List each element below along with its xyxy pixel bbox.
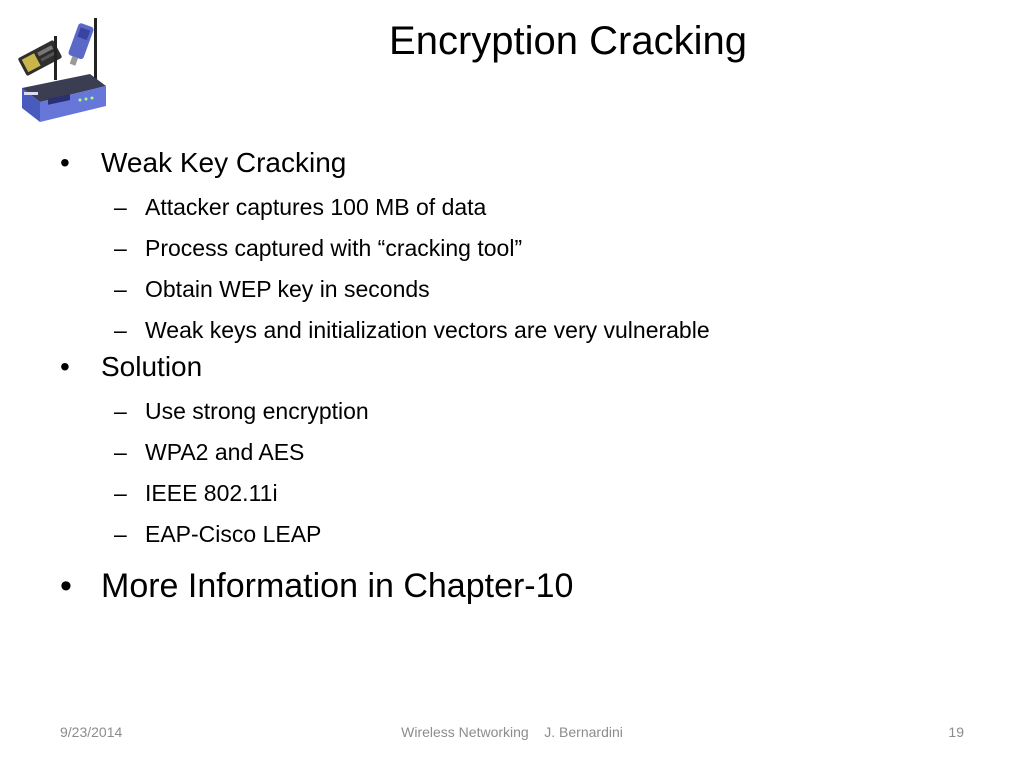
sub-bullet-text: Use strong encryption	[145, 398, 369, 424]
dash-icon: –	[114, 521, 127, 547]
slide-title: Encryption Cracking	[389, 19, 747, 63]
sub-bullet	[56, 316, 976, 344]
sub-bullet	[56, 193, 976, 221]
footer-title-text: Wireless Networking J. Bernardini	[401, 724, 623, 740]
sub-bullet	[56, 520, 976, 548]
dash-icon: –	[114, 235, 127, 261]
bullet-more-information	[56, 566, 976, 606]
bullet-text: Solution	[101, 351, 203, 382]
dash-icon: –	[114, 480, 127, 506]
sub-bullet-text: Weak keys and initialization vectors are very vulnerable	[145, 317, 710, 343]
bullet-solution	[56, 350, 976, 384]
sub-bullet-text: Attacker captures 100 MB of data	[145, 194, 487, 220]
dash-icon: –	[114, 398, 127, 424]
sub-bullet	[56, 479, 976, 507]
footer-title	[0, 723, 1024, 741]
dash-icon: –	[114, 276, 127, 302]
bullet-icon: •	[60, 351, 70, 382]
sub-bullet-text: EAP-Cisco LEAP	[145, 521, 322, 547]
sub-bullet	[56, 397, 976, 425]
sub-list-weak-key	[56, 193, 976, 344]
sub-bullet-text: Process captured with “cracking tool”	[145, 235, 523, 261]
sub-bullet	[56, 234, 976, 262]
footer-date: 9/23/2014	[60, 724, 123, 740]
page-number: 19	[948, 724, 964, 740]
sub-bullet	[56, 275, 976, 303]
sub-list-solution	[56, 397, 976, 548]
dash-icon: –	[114, 194, 127, 220]
wireless-router-icon	[14, 14, 112, 128]
sub-bullet-text: Obtain WEP key in seconds	[145, 276, 430, 302]
sub-bullet-text: IEEE 802.11i	[145, 480, 278, 506]
bullet-text: More Information in Chapter-10	[101, 567, 574, 605]
sub-bullet-text: WPA2 and AES	[145, 439, 305, 465]
bullet-text: Weak Key Cracking	[101, 147, 347, 178]
dash-icon: –	[114, 439, 127, 465]
bullet-icon: •	[60, 567, 72, 605]
bullet-icon: •	[60, 147, 70, 178]
bullet-weak-key-cracking	[56, 146, 976, 180]
sub-bullet	[56, 438, 976, 466]
slide-body	[56, 140, 976, 606]
dash-icon: –	[114, 317, 127, 343]
